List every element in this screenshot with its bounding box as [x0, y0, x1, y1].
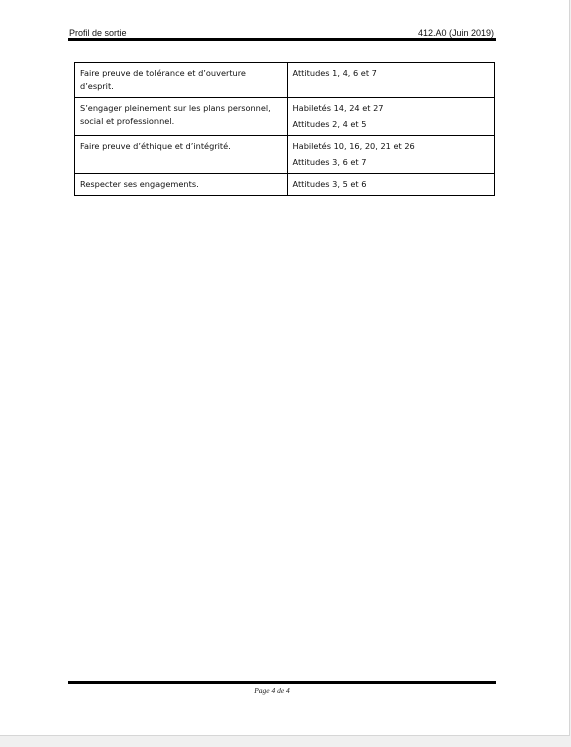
reference-text: Attitudes 3, 6 et 7	[292, 157, 367, 167]
reference-text: Habiletés 14, 24 et 27	[292, 103, 384, 113]
table-row	[75, 136, 495, 174]
goal-text: Faire preuve d’éthique et d’intégrité.	[80, 141, 231, 151]
page-number: Page 4 de 4	[254, 686, 290, 695]
profile-table	[74, 62, 495, 196]
header-program-code: 412.A0 (Juin 2019)	[417, 28, 494, 38]
goal-text: S’engager pleinement sur les plans personnel, social et professionnel.	[80, 103, 271, 126]
reference-cell	[287, 174, 494, 196]
reference-text: Attitudes 3, 5 et 6	[292, 179, 367, 189]
goal-text: Faire preuve de tolérance et d’ouverture d’esprit.	[80, 68, 246, 91]
reference-text: Attitudes 2, 4 et 5	[292, 119, 367, 129]
goal-cell	[75, 98, 288, 136]
goal-cell	[75, 136, 288, 174]
reference-cell	[287, 136, 494, 174]
goal-text: Respecter ses engagements.	[80, 179, 199, 189]
goal-cell	[75, 174, 288, 196]
header-title: Profil de sortie	[69, 28, 127, 38]
table-row	[75, 174, 495, 196]
reference-text: Attitudes 1, 4, 6 et 7	[292, 68, 377, 78]
reference-text: Habiletés 10, 16, 20, 21 et 26	[292, 141, 415, 151]
reference-cell	[287, 98, 494, 136]
table-row	[75, 63, 495, 98]
reference-cell	[287, 63, 494, 98]
header-divider	[68, 38, 496, 41]
goal-cell	[75, 63, 288, 98]
footer-divider	[68, 681, 496, 684]
table-row	[75, 98, 495, 136]
